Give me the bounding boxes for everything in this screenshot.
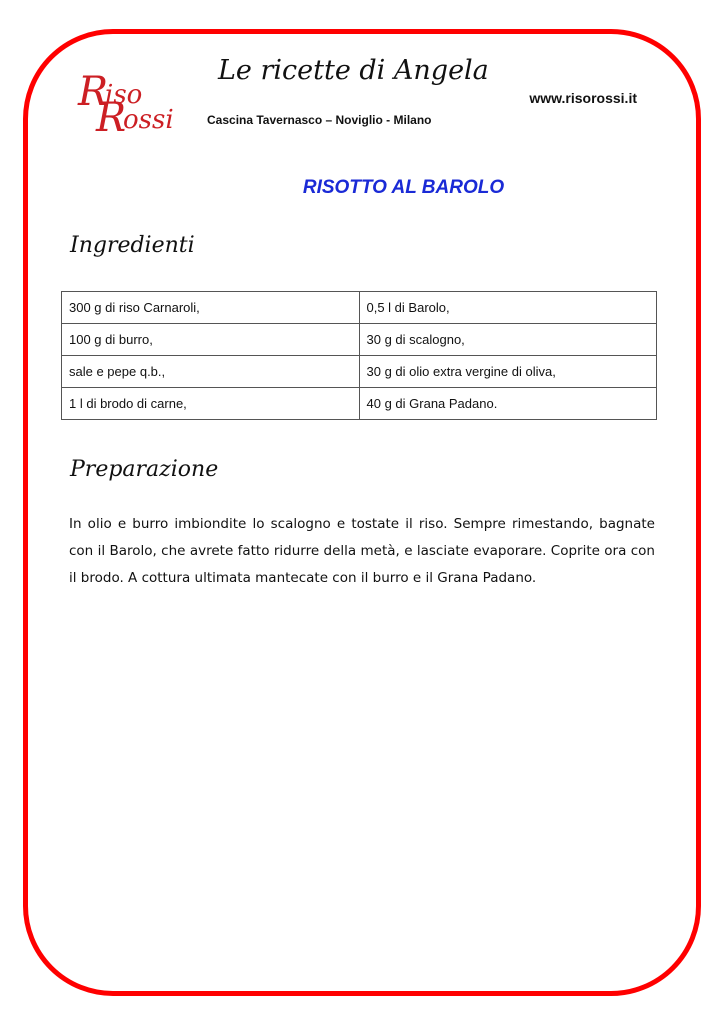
logo-text-iso: iso (105, 80, 143, 110)
table-row (62, 324, 657, 356)
ingredient-cell: 0,5 l di Barolo, (359, 292, 657, 324)
ingredient-cell: 30 g di scalogno, (359, 324, 657, 356)
ingredient-cell: 1 l di brodo di carne, (62, 388, 360, 420)
logo-letter-r-bottom: R (96, 95, 127, 141)
table-row (62, 356, 657, 388)
ingredients-table (61, 291, 657, 420)
ingredient-cell: 40 g di Grana Padano. (359, 388, 657, 420)
preparation-text: In olio e burro imbiondite lo scalogno e tostate il riso. Sempre rimestando, bagnate con il Barolo, che avrete fatto ridurre della metà, e lasciate evaporare. Coprite ora con il brodo. A cottura ultimata mantecate con il burro e il Grana Padano. (69, 516, 655, 586)
logo-text-ossi: ossi (123, 105, 174, 135)
table-row (62, 388, 657, 420)
ingredient-cell: 100 g di burro, (62, 324, 360, 356)
ingredient-cell: 300 g di riso Carnaroli, (62, 292, 360, 324)
preparation-heading: Preparazione (70, 457, 219, 482)
riso-rossi-logo (78, 68, 188, 140)
ingredient-cell: sale e pepe q.b., (62, 356, 360, 388)
header-website-link[interactable]: www.risorossi.it (529, 90, 637, 106)
ingredient-cell: 30 g di olio extra vergine di oliva, (359, 356, 657, 388)
logo-letter-r-top: R (78, 69, 109, 115)
table-row (62, 292, 657, 324)
recipe-title: RISOTTO AL BAROLO (302, 177, 505, 198)
header-title: Le ricette di Angela (218, 55, 489, 86)
header-subtitle: Cascina Tavernasco – Noviglio - Milano (207, 113, 432, 127)
ingredients-heading: Ingredienti (70, 233, 195, 258)
